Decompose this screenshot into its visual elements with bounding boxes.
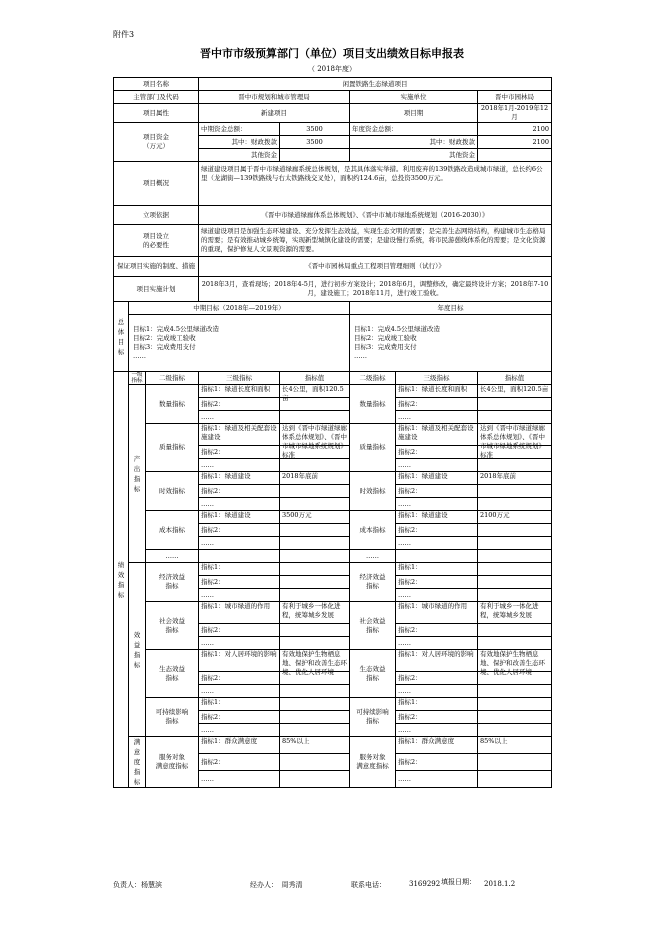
l2-indicator-year: 质量指标 [350,424,396,472]
l2-indicator-mid: 社会效益 指标 [146,602,199,650]
l3-indicator-mid: …… [199,459,280,472]
l3-indicator-mid: 指标2： [199,576,280,589]
l3-indicator-text: 指标1：绿道建设 [201,472,251,480]
indicator-value-year [478,711,552,724]
year-other-label: 其他资金 [350,149,478,162]
indicator-value-text: 有效地保护生物栖息地、保护和改善生态环境、优化人居环境 [480,650,546,676]
l3-indicator-year [396,563,478,576]
period-label: 项目期 [350,104,478,123]
indicator-value-mid [280,524,350,537]
indicator-value-mid [280,398,350,411]
l3-indicator-year: 指标2： [396,711,478,724]
indicator-value-text [480,563,549,575]
indicator-value-year [478,650,552,676]
indicator-value-year [478,498,552,511]
l3-indicator-year [396,602,478,624]
indicator-value-text: 长4公里，面积120.5亩 [282,385,344,402]
indicator-value-mid [280,724,350,737]
l3-indicator-mid: …… [199,724,280,737]
value-head-year: 指标值 [478,372,552,385]
mid-goal-item: 目标3：完成费用支付 [133,343,196,351]
date: 2018.1.2 [484,880,516,888]
indicator-value-mid [280,411,350,424]
indicator-value-mid [280,602,350,624]
project-name: 闲置铁路生态绿道项目 [199,78,552,91]
mid-goal-item: …… [133,352,146,360]
year-goals-cell [350,315,552,372]
mid-goals-cell [129,315,350,372]
indicator-value-year [478,724,552,737]
dept-value: 晋中市规划和城市管理局 [199,91,350,104]
l3-indicator-text: 指标1：绿道长度和面积 [398,385,468,393]
indicator-value-year [478,589,552,602]
l3-head-mid: 三级指标 [199,372,280,385]
l3-indicator-text: 指标1：绿道建设 [398,472,448,480]
l2-indicator-year: 可持续影响 指标 [350,698,396,737]
l3-indicator-year [396,511,478,524]
indicator-value-mid [280,624,350,637]
attr-value: 新建项目 [199,104,350,123]
l3-indicator-mid [199,650,280,672]
l3-indicator-mid: …… [199,771,280,788]
indicator-value-year [478,385,552,398]
l3-indicator-year [396,385,478,398]
mid-goal-head: 中期目标（2018年—2019年） [129,302,350,315]
l3-indicator-year: 指标2： [396,672,478,685]
ellipsis-blank [478,550,552,563]
plan-label: 项目实施计划 [114,277,199,302]
indicator-value-year [478,737,552,754]
owner: 负责人：杨慧滨 [113,881,162,889]
l2-indicator-mid: 经济效益 指标 [146,563,199,602]
l3-indicator-text: 指标1：绿道及相关配套设施建设 [398,424,474,441]
l3-indicator-mid [199,385,280,398]
info-section [114,78,552,372]
l3-indicator-text: 指标1：群众满意度 [398,737,455,745]
indicator-value-year [478,524,552,537]
date-label: 填报日期： [441,878,476,886]
l3-indicator-year: 指标2： [396,624,478,637]
indicator-value-mid [280,698,350,711]
indicator-value-year [478,472,552,485]
l3-indicator-mid [199,563,280,576]
indicator-value-mid [280,685,350,698]
indicator-value-year [478,576,552,589]
l3-indicator-mid: 指标2： [199,485,280,498]
year-goal-item: …… [354,352,368,360]
necessity-label: 项目设立 的必要性 [114,225,199,257]
phone-label: 联系电话： [351,881,386,889]
ellipsis-blank [280,550,350,563]
period-value: 2018年1月-2019年12月 [478,104,552,123]
l3-indicator-year: 指标2： [396,446,478,459]
indicator-value-year [478,459,552,472]
mid-fin-label: 其中：财政拨款 [199,136,280,149]
year-fin-value: 2100 [478,136,552,149]
value-head-mid: 指标值 [280,372,350,385]
ellipsis-mid: …… [146,550,199,563]
l3-indicator-mid [199,737,280,754]
l3-indicator-year: …… [396,637,478,650]
ellipsis-blank [199,550,280,563]
handler: 经办人： 周秀清 [250,881,303,889]
performance-form-table [113,77,552,788]
l3-indicator-mid: …… [199,537,280,550]
dept-label: 主管部门及代码 [114,91,199,104]
l3-indicator-year: 指标2： [396,524,478,537]
l3-indicator-year [396,698,478,711]
l3-indicator-text: 指标1：绿道长度和面积 [201,385,271,393]
l3-indicator-year: …… [396,685,478,698]
mid-total-value: 3500 [280,123,350,136]
l3-indicator-mid [199,472,280,485]
l2-indicator-mid: 生态效益 指标 [146,650,199,698]
indicator-value-mid [280,385,350,402]
year-fin-label: 其中：财政拨款 [350,136,478,149]
indicator-value-text: 达到《晋中市绿道绿廊体系总体规划》、《晋中市城市绿地系统规划》标准 [282,424,348,459]
necessity-text: 绿道建设项目是加强生态环境建设、充分发挥生态效益，实现生态文明的需要；是完善生态网络结构，构建城市生态格局的需要；是有效推动城乡统筹，实现新型城镇化建设的需要；是建设慢行系统，将市民游憩线体系化的需要；是文化资源的重现，保护修复人文景观资源的需要。 [199,225,552,257]
satisfaction-indicators-label: 满 意 度 指 标 [129,737,146,788]
l3-indicator-year: …… [396,771,478,788]
basis-text: 《晋中市绿道绿廊体系总体规划》、《晋中市城市绿地系统规划（2016-2030）》 [199,206,552,225]
indicator-value-year [478,424,552,459]
page-title: 晋中市市级预算部门（单位）项目支出绩效目标申报表 [200,47,464,60]
l2-indicator-mid: 数量指标 [146,385,199,424]
plan-text: 2018年3月，查看现场；2018年4-5月，进行初步方案设计；2018年6月，调整修改，确定最终设计方案；2018年7-10月，建设施工；2018年11月，进行竣工验收。 [199,277,552,302]
indicator-value-mid [280,637,350,650]
effect-indicators-label: 效 益 指 标 [129,563,146,737]
l2-indicator-year: 经济效益 指标 [350,563,396,602]
mid-fin-value: 3500 [280,136,350,149]
l3-indicator-mid [199,424,280,446]
indicator-value-mid [280,576,350,589]
l2-indicator-year: 成本指标 [350,511,396,550]
l3-indicator-mid: …… [199,411,280,424]
phone: 3169292 [409,880,441,888]
indicator-value-mid [280,424,350,459]
l3-indicator-text: 指标1：城市绿道的作用 [201,602,271,610]
l3-indicator-mid: …… [199,589,280,602]
ellipsis-blank [396,550,478,563]
year-goal-head: 年度目标 [350,302,552,315]
l3-indicator-mid [199,698,280,711]
funds-label: 项目资金 （万元） [114,123,199,162]
indicator-value-mid [280,711,350,724]
mid-goal-item: 目标2：完成竣工验收 [133,334,196,342]
project-name-label: 项目名称 [114,78,199,91]
indicator-value-year [478,485,552,498]
l3-indicator-year: …… [396,498,478,511]
mid-goal-item: 目标1：完成4.5公里绿道改造 [133,325,219,333]
indicator-value-mid [280,771,350,788]
l3-indicator-mid: …… [199,637,280,650]
l3-indicator-year: …… [396,459,478,472]
year-goal-item: 目标1：完成4.5公里绿道改造 [354,325,440,333]
l3-indicator-mid: …… [199,685,280,698]
l3-indicator-year [396,737,478,754]
l3-indicator-year: 指标2： [396,485,478,498]
l3-head-year: 三级指标 [396,372,478,385]
indicator-value-text [480,698,549,710]
l3-indicator-text: 指标1：绿道建设 [398,511,448,519]
indicator-value-year [478,637,552,650]
indicator-value-mid [280,650,350,676]
mid-other-value [280,149,350,162]
l2-indicator-mid: 成本指标 [146,511,199,550]
indicator-value-text: 2018年底前 [282,472,319,480]
l3-indicator-text: 指标1：绿道建设 [201,511,251,519]
year-goal-item: 目标3：完成费用支付 [354,343,417,351]
l2-indicator-year: 社会效益 指标 [350,602,396,650]
indicator-value-text: 长4公里，面积120.5亩 [480,385,549,393]
indicator-value-year [478,563,552,576]
attr-label: 项目属性 [114,104,199,123]
indicator-value-year [478,511,552,524]
l2-head-mid: 二级指标 [146,372,199,385]
l3-indicator-mid: 指标2： [199,754,280,771]
indicator-value-text: 有效地保护生物栖息地、保护和改善生态环境、优化人居环境 [282,650,348,676]
l3-indicator-year [396,472,478,485]
indicator-value-text: 有利于城乡一体化进程，统筹城乡发展 [480,602,539,619]
indicator-value-mid [280,472,350,485]
l2-indicator-mid: 时效指标 [146,472,199,511]
l3-indicator-year [396,650,478,672]
indicator-value-mid [280,589,350,602]
indicator-value-text: 达到《晋中市绿道绿廊体系总体规划》、《晋中市城市绿地系统规划》标准 [480,424,546,459]
indicator-value-text: 85%以上 [480,737,508,745]
l3-indicator-text: 指标1：绿道及相关配套设施建设 [201,424,277,441]
indicator-value-mid [280,485,350,498]
l2-indicator-year: 时效指标 [350,472,396,511]
l3-indicator-year [396,424,478,446]
performance-section [114,372,552,788]
overview-text: 绿道建设项目属于晋中市绿道绿廊系统总体规划，是其具体落实举措。利用废弃的139铁路改造成城市绿道，总长约6公里（龙湖街—139铁路线与右太铁路线交叉处），面积约124.6亩，总投资3500万元。 [199,162,552,206]
mid-other-label: 其他资金 [199,149,280,162]
l3-indicator-text: 指标1：对人居环境的影响 [201,650,277,658]
l3-indicator-mid [199,511,280,524]
l3-indicator-year: …… [396,589,478,602]
overall-goals-label: 总 体 目 标 [114,302,129,372]
indicator-value-year [478,685,552,698]
ellipsis-year: …… [350,550,396,563]
l3-indicator-mid: 指标2： [199,624,280,637]
l3-indicator-mid [199,602,280,624]
overview-label: 项目概况 [114,162,199,206]
indicator-value-text: 85%以上 [282,737,310,745]
l3-indicator-text: 指标1：城市绿道的作用 [398,602,468,610]
l3-indicator-mid: 指标2： [199,711,280,724]
attachment-label: 附件3 [113,30,135,39]
l2-indicator-mid: 服务对象 满意度指标 [146,737,199,788]
indicator-value-mid [280,537,350,550]
l2-head-year: 二级指标 [350,372,396,385]
impl-unit-label: 实施单位 [350,91,478,104]
indicator-value-mid [280,511,350,524]
indicator-value-text: 有利于城乡一体化进程，统筹城乡发展 [282,602,341,619]
output-indicators-label: 产 出 指 标 [129,385,146,563]
l2-indicator-year: 服务对象 满意度指标 [350,737,396,788]
l3-indicator-year: …… [396,537,478,550]
guarantee-label: 保证项目实施的制度、措施 [114,257,199,277]
l3-indicator-year: …… [396,724,478,737]
l2-indicator-mid: 质量指标 [146,424,199,472]
l3-indicator-mid: …… [199,498,280,511]
l3-indicator-text: 指标1： [398,563,422,571]
mid-total-label: 中期资金总额： [199,123,280,136]
impl-unit-value: 晋中市园林局 [478,91,552,104]
indicator-value-year [478,537,552,550]
l3-indicator-mid: 指标2： [199,524,280,537]
year-goal-item: 目标2：完成竣工验收 [354,334,417,342]
l3-indicator-year: 指标2： [396,398,478,411]
basis-label: 立项依据 [114,206,199,225]
guarantee-text: 《晋中市园林局重点工程项目管理细则（试行）》 [199,257,552,277]
l2-indicator-mid: 可持续影响 指标 [146,698,199,737]
indicator-value-text: 3500万元 [282,511,312,519]
l3-indicator-year: 指标2： [396,576,478,589]
l3-indicator-text: 指标1： [201,563,225,571]
indicator-value-text: 2100万元 [480,511,510,519]
indicator-value-year [478,398,552,411]
l2-indicator-year: 数量指标 [350,385,396,424]
indicator-value-year [478,698,552,711]
perf-indicators-label: 绩 效 指 标 [114,372,129,788]
indicator-value-mid [280,563,350,576]
indicator-value-mid [280,754,350,771]
indicator-value-year [478,754,552,771]
l3-indicator-year: …… [396,411,478,424]
l3-indicator-mid: 指标2： [199,672,280,685]
report-year: （ 2018年度） [307,65,357,73]
indicator-value-year [478,771,552,788]
l3-indicator-mid: 指标2： [199,398,280,411]
indicator-value-year [478,624,552,637]
year-total-label: 年度资金总额： [350,123,478,136]
year-total-value: 2100 [478,123,552,136]
indicator-value-text [282,698,347,710]
l3-indicator-year: 指标2： [396,754,478,771]
l3-indicator-text: 指标1：对人居环境的影响 [398,650,474,658]
indicator-value-mid [280,498,350,511]
l3-indicator-mid: 指标2： [199,446,280,459]
l3-indicator-text: 指标1： [398,698,422,706]
l3-indicator-text: 指标1： [201,698,225,706]
indicator-value-text [282,563,347,575]
indicator-value-year [478,411,552,424]
l1-head: 一级 指标 [129,372,146,385]
indicator-value-year [478,602,552,624]
l2-indicator-year: 生态效益 指标 [350,650,396,698]
indicator-value-mid [280,737,350,754]
l3-indicator-text: 指标1：群众满意度 [201,737,258,745]
indicator-value-mid [280,459,350,472]
year-other-value [478,149,552,162]
footer [113,880,551,890]
indicator-value-text: 2018年底前 [480,472,517,480]
